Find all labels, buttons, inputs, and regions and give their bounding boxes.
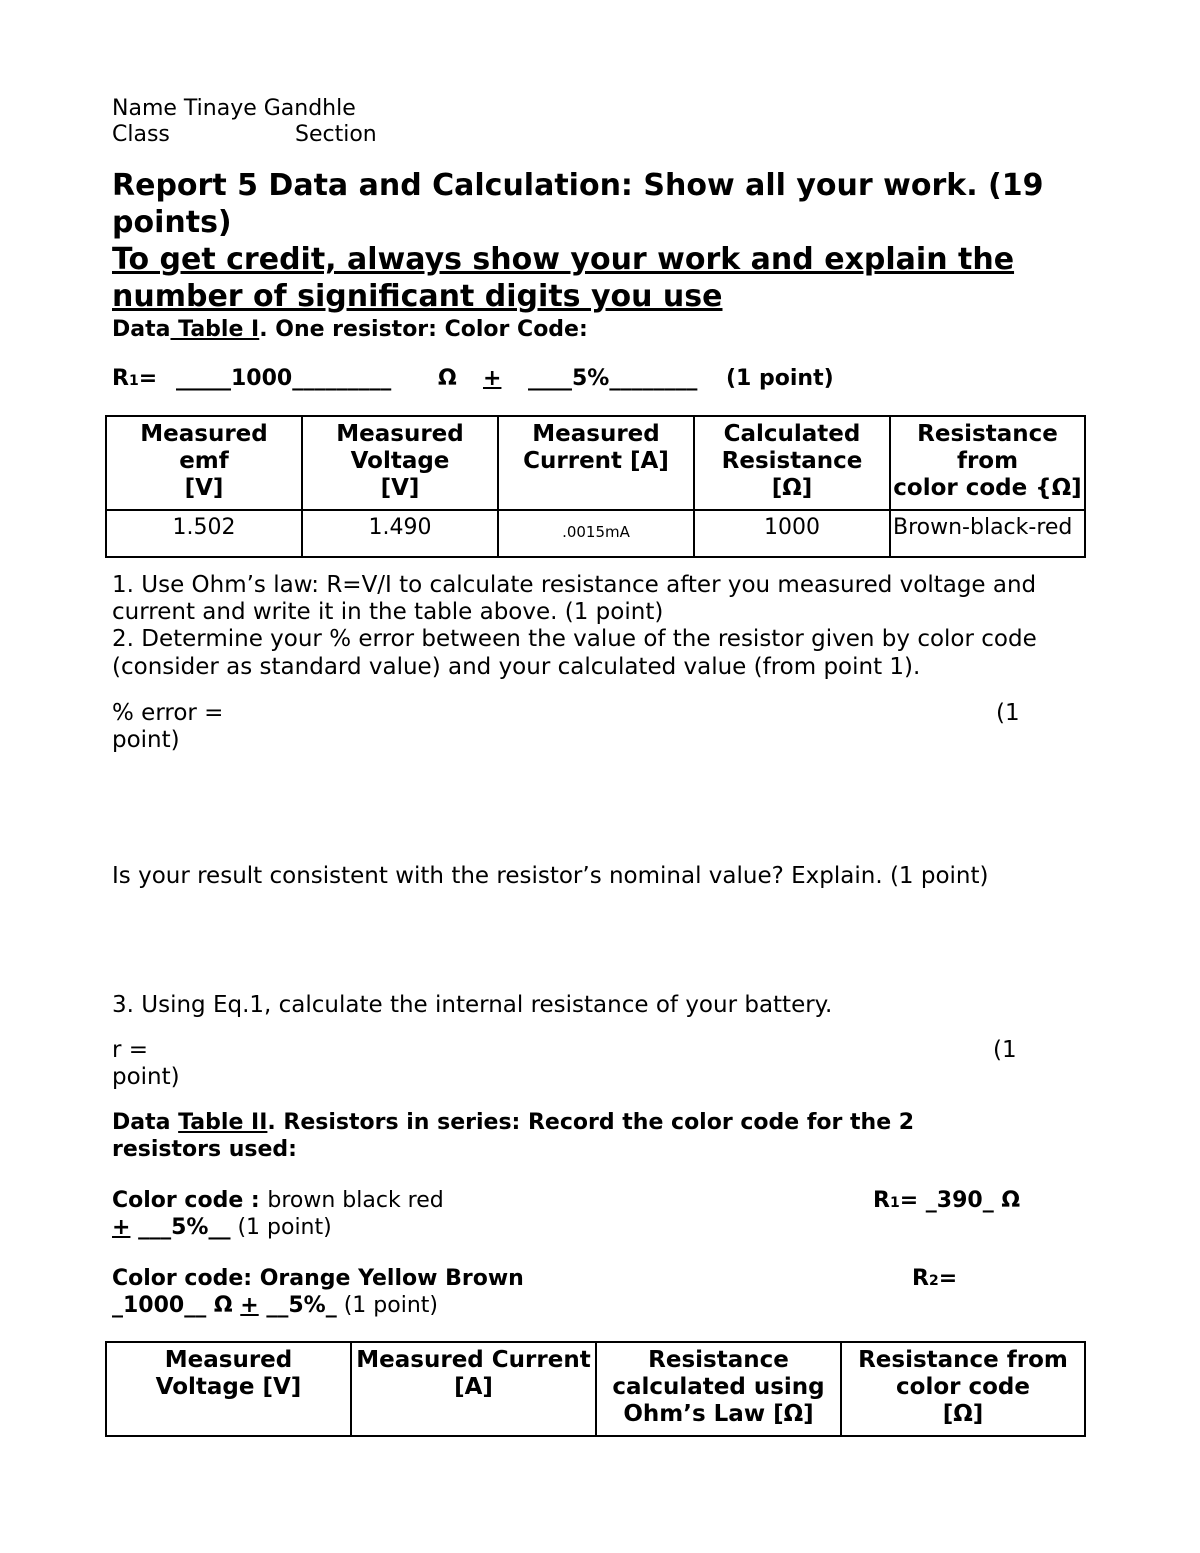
table1-header-color-resistance: Resistance from color code {Ω]	[890, 416, 1085, 510]
r1-points: (1 point)	[726, 366, 834, 391]
table2-link: Table II	[178, 1110, 268, 1135]
r1-label	[112, 366, 157, 391]
r2-series-value-line	[112, 1293, 438, 1318]
percent-error-points-b: point)	[112, 727, 180, 753]
percent-error-points-a: (1	[996, 700, 1020, 726]
table1-header-row	[106, 416, 1085, 510]
r1-blank-after: _________	[292, 366, 392, 391]
table1-header-voltage: Measured Voltage [V]	[302, 416, 498, 510]
credit-instruction-line2: number of significant digits you use	[112, 279, 723, 314]
table1-caption-prefix: Data	[112, 317, 171, 342]
internal-resistance-points-b: point)	[112, 1064, 180, 1090]
r2-series-plus-minus: +	[240, 1293, 259, 1318]
table2-caption-rest: . Resistors in series: Record the color code for the 2	[267, 1110, 915, 1135]
r2-series-letter: R	[912, 1266, 929, 1291]
question-2-line2: (consider as standard value) and your calculated value (from point 1).	[112, 654, 921, 680]
table1-link: Table I	[170, 317, 260, 342]
r1-tolerance-field	[528, 366, 697, 391]
table2-header-current: Measured Current [A]	[351, 1342, 596, 1436]
r2-series-equals: =	[938, 1266, 958, 1291]
r1-letter: R	[112, 366, 129, 391]
data-table-2	[105, 1341, 1086, 1437]
table1-header-current: Measured Current [A]	[498, 416, 694, 510]
r1-series-equals: = _390_ Ω	[899, 1188, 1021, 1213]
r2-series-tol: __5%_	[258, 1293, 337, 1318]
r1-value-field	[176, 366, 391, 391]
table1-cell-current[interactable]: .0015mA	[498, 510, 694, 557]
r1-blank-before: _____	[176, 366, 231, 391]
table2-caption-line2: resistors used:	[112, 1137, 297, 1162]
internal-resistance-label: r =	[112, 1037, 149, 1063]
table2-caption-line1	[112, 1110, 914, 1135]
question-2-line1: 2. Determine your % error between the value of the resistor given by color code	[112, 626, 1037, 652]
color-code-1	[112, 1188, 444, 1213]
r2-series-label	[912, 1266, 957, 1291]
table1-header-emf: Measured emf [V]	[106, 416, 302, 510]
report-title-line1: Report 5 Data and Calculation: Show all your work. (19	[112, 168, 1044, 203]
data-table-1	[105, 415, 1086, 558]
r1-tolerance: 5%	[572, 366, 610, 391]
internal-resistance-points-a: (1	[993, 1037, 1017, 1063]
r1-subscript: 1	[128, 373, 139, 389]
r1-value: 1000	[231, 366, 293, 391]
r1-series-subscript: 1	[889, 1195, 900, 1211]
r1-series-points: (1 point)	[230, 1215, 332, 1240]
table1-cell-color-code[interactable]: Brown-black-red	[890, 510, 1085, 557]
r1-series-tolerance	[112, 1215, 332, 1240]
r2-series-subscript: 2	[928, 1273, 939, 1289]
table2-caption-prefix: Data	[112, 1110, 179, 1135]
r1-series-value	[873, 1188, 1020, 1213]
credit-instruction-line1: To get credit, always show your work and explain the	[112, 242, 1015, 277]
table1-caption	[112, 317, 588, 342]
table-row	[106, 510, 1085, 557]
table2-header-row	[106, 1342, 1085, 1436]
table1-header-calc-resistance: Calculated Resistance [Ω]	[694, 416, 890, 510]
r2-series-value: _1000__ Ω	[112, 1293, 241, 1318]
question-1-line2: current and write it in the table above. (1 point)	[112, 599, 664, 625]
color-code-1-value: brown black red	[267, 1188, 444, 1213]
r1-tol-blank-before: ____	[528, 366, 572, 391]
section-label: Section	[295, 122, 377, 147]
percent-error-label: % error =	[112, 700, 224, 726]
r1-series-plus-minus: +	[112, 1215, 131, 1240]
r1-tol-blank-after: ________	[609, 366, 698, 391]
question-1-line1: 1. Use Ohm’s law: R=V/I to calculate resistance after you measured voltage and	[112, 572, 1037, 598]
r1-equals: =	[138, 366, 158, 391]
question-3: 3. Using Eq.1, calculate the internal resistance of your battery.	[112, 992, 833, 1018]
r2-series-points: (1 point)	[336, 1293, 438, 1318]
r1-unit: Ω	[438, 366, 457, 391]
table2-header-color-resistance: Resistance from color code [Ω]	[841, 1342, 1085, 1436]
table1-caption-rest: . One resistor: Color Code:	[259, 317, 588, 342]
table2-header-voltage: Measured Voltage [V]	[106, 1342, 351, 1436]
r1-plus-minus: +	[483, 366, 502, 391]
r1-series-tol: ___5%__	[130, 1215, 231, 1240]
report-title-line2: points)	[112, 205, 232, 240]
color-code-1-label: Color code :	[112, 1188, 268, 1213]
table1-cell-calc-resistance[interactable]: 1000	[694, 510, 890, 557]
consistency-question: Is your result consistent with the resistor’s nominal value? Explain. (1 point)	[112, 863, 989, 889]
name-line: Name Tinaye Gandhle	[112, 96, 356, 121]
r1-series-letter: R	[873, 1188, 890, 1213]
table2-header-calc-resistance: Resistance calculated using Ohm’s Law [Ω]	[596, 1342, 841, 1436]
class-label: Class	[112, 122, 170, 147]
color-code-2-label: Color code: Orange Yellow Brown	[112, 1266, 524, 1291]
table1-cell-emf[interactable]: 1.502	[106, 510, 302, 557]
table1-cell-voltage[interactable]: 1.490	[302, 510, 498, 557]
